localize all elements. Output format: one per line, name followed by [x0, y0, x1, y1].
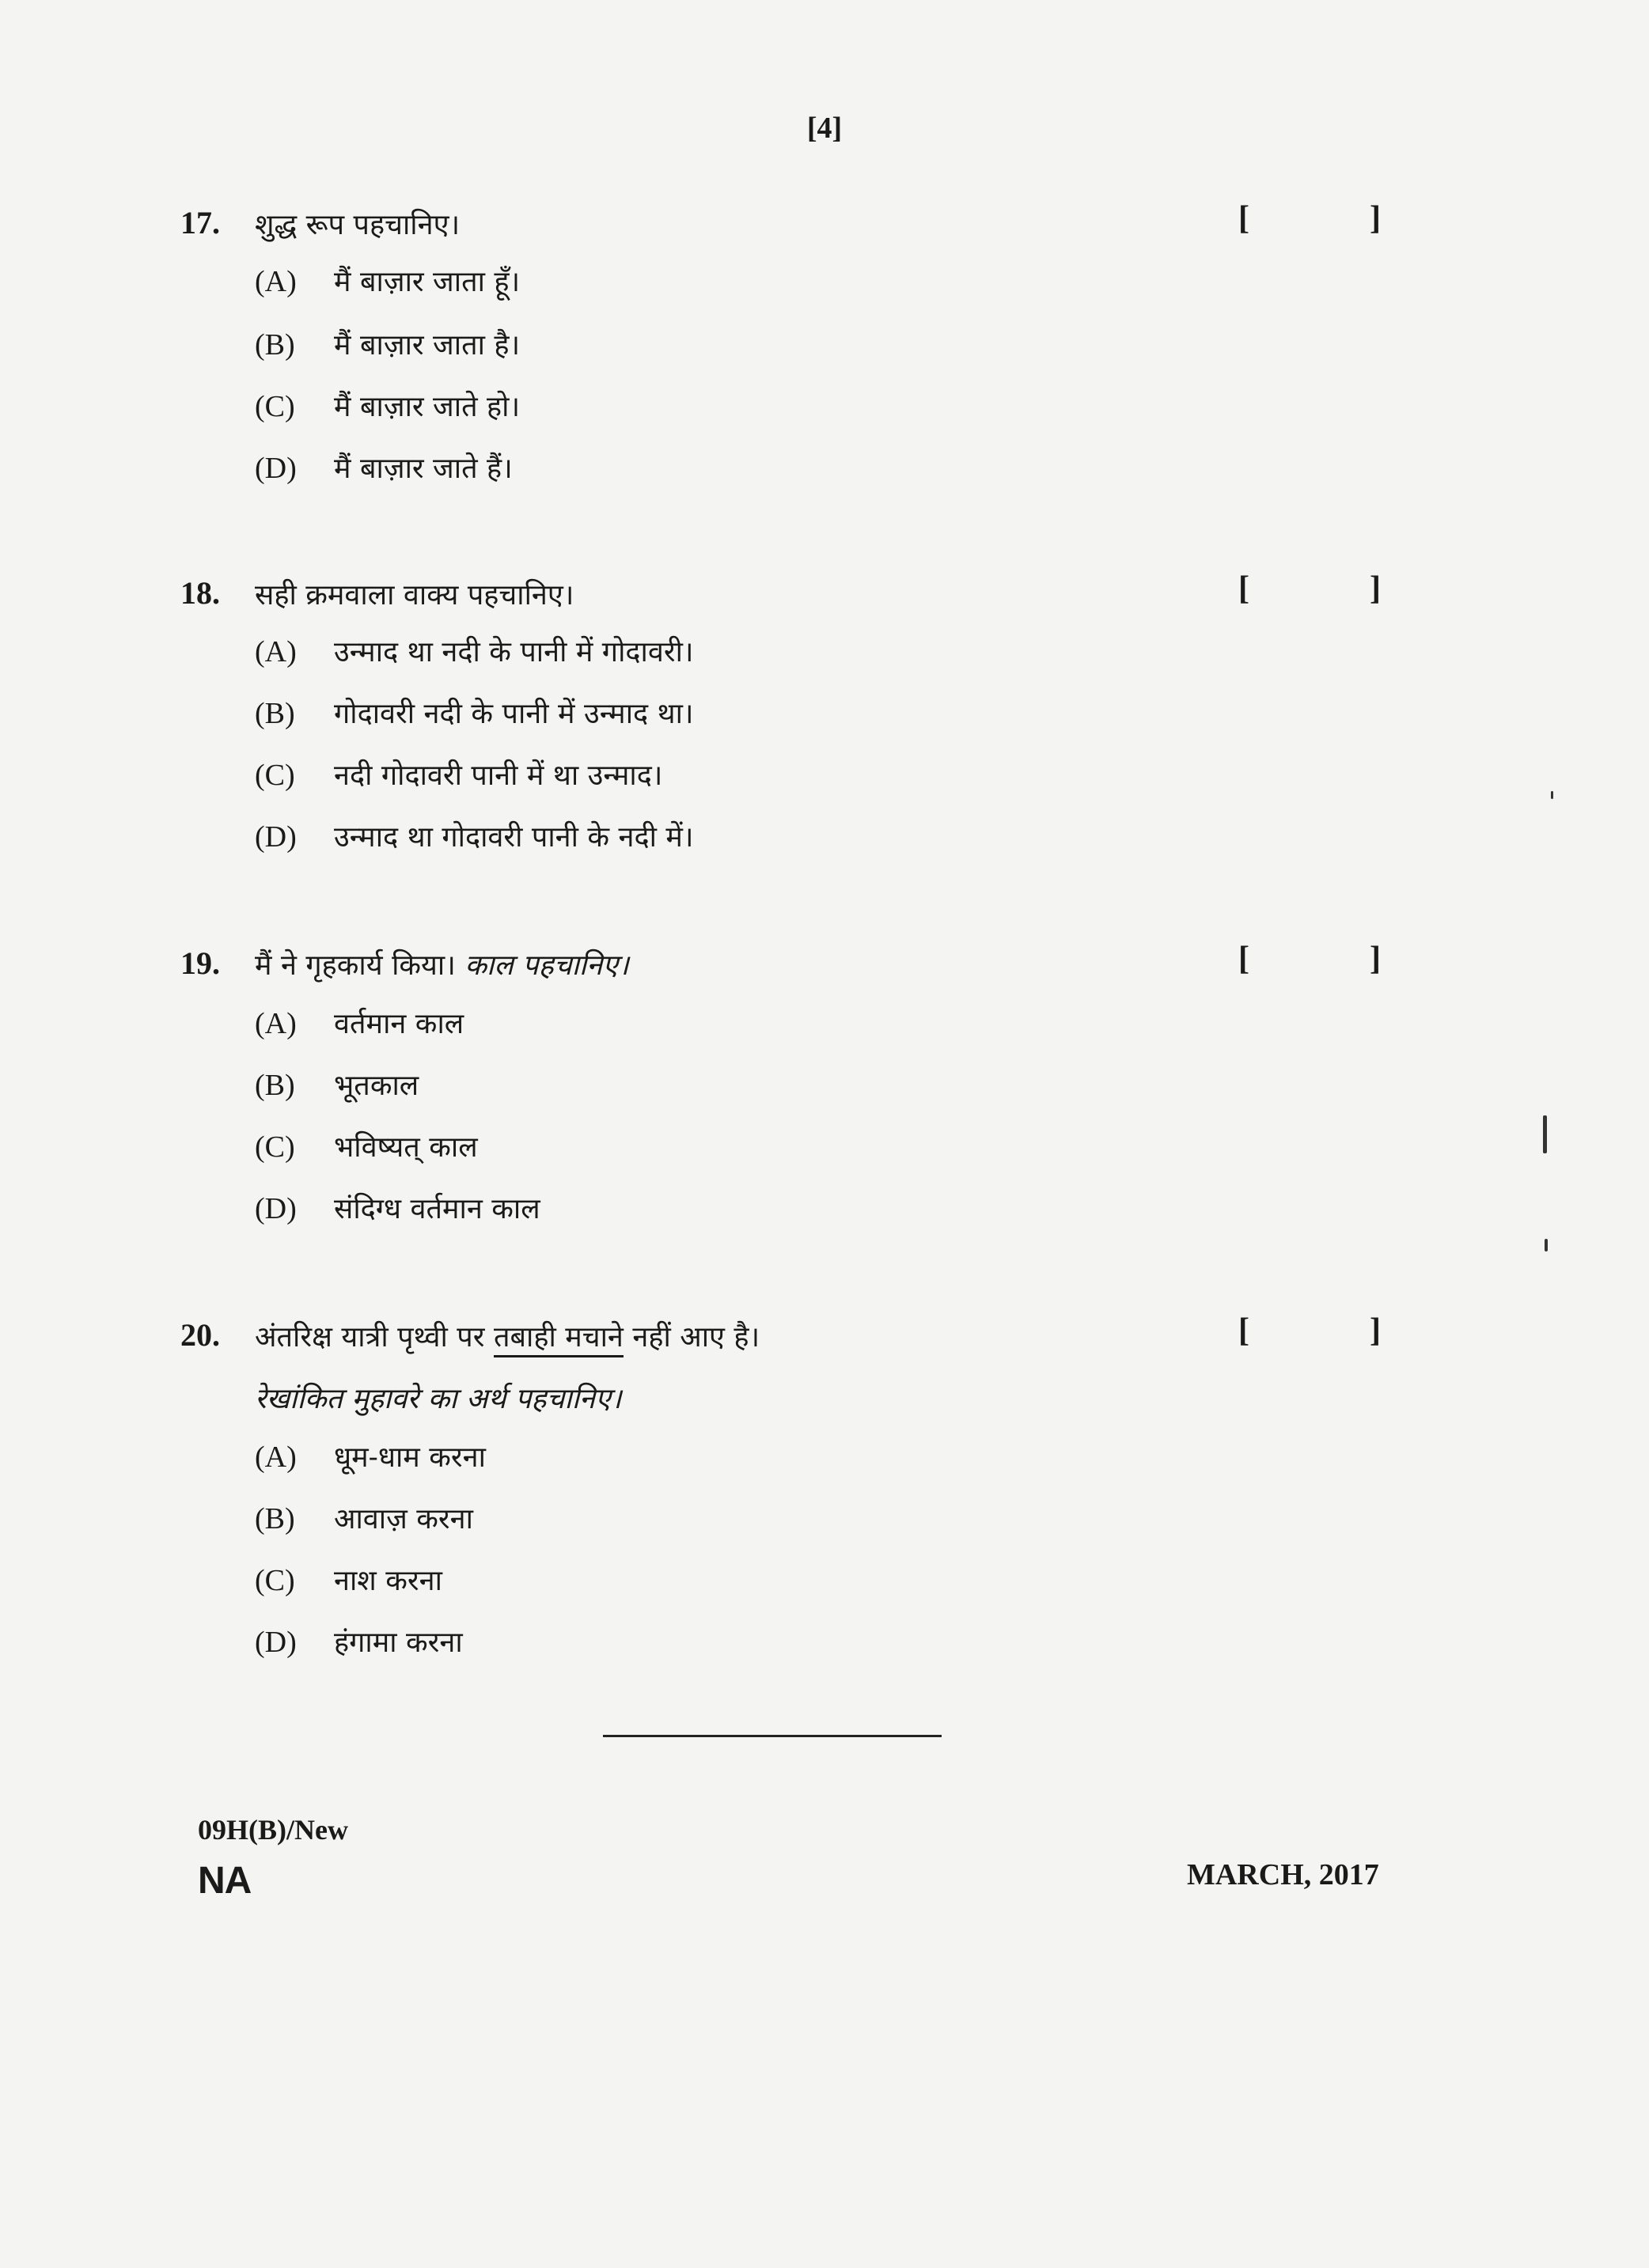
- scan-mark: [1551, 791, 1553, 799]
- option-d[interactable]: [255, 816, 694, 856]
- question-text-after: नहीं आए है।: [632, 1321, 760, 1354]
- option-letter: (C): [255, 390, 295, 423]
- option-text: मैं बाज़ार जाते हैं।: [334, 452, 513, 485]
- option-letter: (D): [255, 820, 297, 854]
- option-text: संदिग्ध वर्तमान काल: [334, 1193, 540, 1225]
- option-text: उन्माद था गोदावरी पानी के नदी में।: [334, 821, 694, 854]
- option-text: आवाज़ करना: [334, 1503, 473, 1535]
- option-b[interactable]: [255, 1498, 473, 1538]
- series-logo: NA: [198, 1860, 252, 1902]
- option-letter: (A): [255, 635, 297, 668]
- option-text: वर्तमान काल: [334, 1008, 464, 1040]
- underlined-idiom: तबाही मचाने: [494, 1321, 624, 1357]
- scan-mark: [1543, 1115, 1547, 1153]
- option-letter: (A): [255, 265, 297, 298]
- option-letter: (B): [255, 1069, 295, 1102]
- option-text: धूम-धाम करना: [334, 1441, 486, 1474]
- option-d[interactable]: [255, 448, 513, 487]
- option-text: मैं बाज़ार जाते हो।: [334, 391, 521, 423]
- option-text: मैं बाज़ार जाता हूँ।: [334, 266, 521, 298]
- answer-bracket-close: ]: [1370, 941, 1381, 977]
- answer-bracket-close: ]: [1370, 200, 1381, 237]
- question-text: [255, 1316, 760, 1355]
- option-b[interactable]: [255, 1065, 419, 1104]
- answer-box[interactable]: [1238, 199, 1381, 239]
- option-b[interactable]: [255, 324, 520, 364]
- answer-bracket-close: ]: [1370, 570, 1381, 607]
- answer-box[interactable]: [1238, 570, 1381, 609]
- answer-bracket-open: [: [1238, 200, 1249, 237]
- option-a[interactable]: [255, 261, 520, 301]
- answer-box[interactable]: [1238, 940, 1381, 979]
- question-text-plain: मैं ने गृहकार्य किया।: [255, 949, 456, 982]
- option-letter: (A): [255, 1441, 297, 1474]
- answer-bracket-close: ]: [1370, 1312, 1381, 1349]
- option-text: गोदावरी नदी के पानी में उन्माद था।: [334, 698, 694, 730]
- option-letter: (B): [255, 1502, 295, 1535]
- option-letter: (A): [255, 1007, 297, 1040]
- question-text: शुद्ध रूप पहचानिए।: [255, 209, 461, 241]
- option-text: भविष्यत् काल: [334, 1131, 478, 1164]
- question-number: 19.: [180, 945, 220, 981]
- answer-bracket-open: [: [1238, 1312, 1249, 1349]
- page-number: [4]: [806, 112, 843, 145]
- option-a[interactable]: [255, 1437, 486, 1476]
- question-text-before: अंतरिक्ष यात्री पृथ्वी पर: [255, 1321, 485, 1354]
- scan-mark: [1545, 1239, 1548, 1251]
- option-b[interactable]: [255, 693, 694, 733]
- answer-bracket-open: [: [1238, 570, 1249, 607]
- option-letter: (C): [255, 759, 295, 792]
- answer-bracket-open: [: [1238, 941, 1249, 977]
- option-c[interactable]: [255, 1560, 442, 1600]
- question-text: [255, 945, 629, 983]
- option-text: उन्माद था नदी के पानी में गोदावरी।: [334, 636, 694, 668]
- question-instruction: रेखांकित मुहावरे का अर्थ पहचानिए।: [255, 1383, 622, 1415]
- answer-box[interactable]: [1238, 1312, 1381, 1351]
- option-letter: (C): [255, 1130, 295, 1164]
- option-text: नाश करना: [334, 1565, 442, 1597]
- option-letter: (D): [255, 1192, 297, 1225]
- question-instruction: काल पहचानिए।: [464, 949, 629, 982]
- option-letter: (B): [255, 697, 295, 730]
- option-a[interactable]: [255, 631, 694, 671]
- question-text: सही क्रमवाला वाक्य पहचानिए।: [255, 579, 574, 611]
- option-text: हंगामा करना: [334, 1626, 463, 1659]
- end-of-section-rule: [603, 1735, 942, 1737]
- option-c[interactable]: [255, 1126, 478, 1166]
- option-letter: (C): [255, 1564, 295, 1597]
- option-letter: (D): [255, 452, 297, 485]
- option-text: नदी गोदावरी पानी में था उन्माद।: [334, 759, 663, 792]
- option-text: मैं बाज़ार जाता है।: [334, 329, 521, 362]
- option-letter: (B): [255, 328, 295, 362]
- question-number: 20.: [180, 1317, 220, 1353]
- option-a[interactable]: [255, 1003, 464, 1043]
- option-text: भूतकाल: [334, 1070, 419, 1102]
- option-c[interactable]: [255, 755, 662, 794]
- question-number: 17.: [180, 205, 220, 240]
- option-d[interactable]: [255, 1188, 540, 1228]
- exam-date: MARCH, 2017: [1187, 1858, 1379, 1891]
- option-c[interactable]: [255, 386, 520, 426]
- option-letter: (D): [255, 1626, 297, 1659]
- paper-code: 09H(B)/New: [198, 1814, 348, 1846]
- option-d[interactable]: [255, 1622, 463, 1661]
- question-number: 18.: [180, 575, 220, 611]
